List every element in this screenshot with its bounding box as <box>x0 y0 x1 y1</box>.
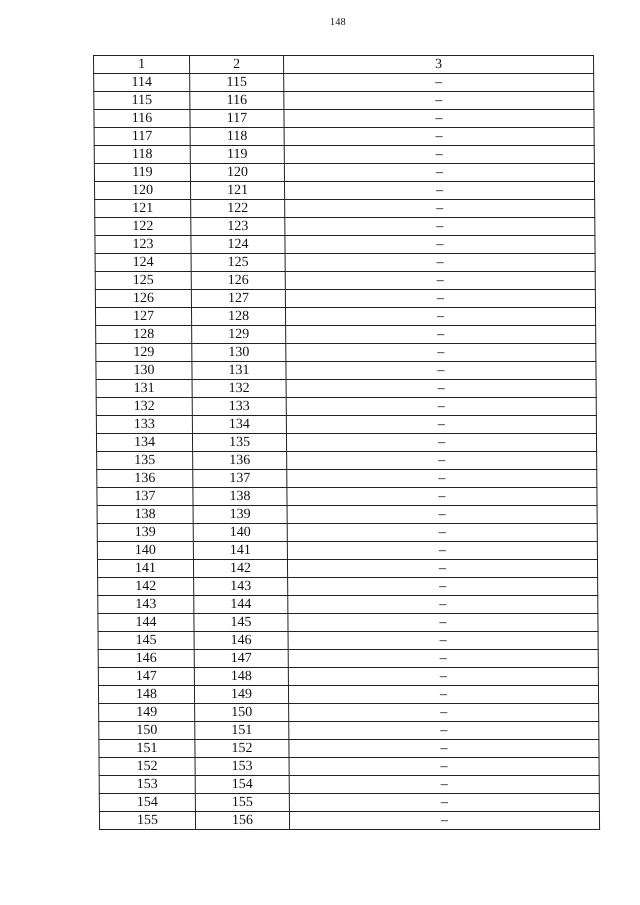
table-cell-col-3: – <box>285 200 595 218</box>
table-cell-col-3: – <box>289 776 599 794</box>
table-cell-col-1: 138 <box>97 506 193 524</box>
table-cell-col-3: – <box>289 704 599 722</box>
table-cell-col-3: – <box>286 362 596 380</box>
table-cell-col-1: 136 <box>97 470 193 488</box>
data-table <box>93 55 600 830</box>
table-cell-col-2: 128 <box>191 308 285 326</box>
table-cell-col-1: 155 <box>99 812 195 830</box>
table-cell-col-1: 131 <box>96 380 192 398</box>
table-row <box>94 92 594 110</box>
table-cell-col-1: 145 <box>98 632 194 650</box>
table-cell-col-2: 122 <box>191 200 285 218</box>
table-cell-col-3: – <box>288 578 598 596</box>
table-row <box>95 254 595 272</box>
table-row <box>99 794 599 812</box>
table-row <box>98 632 598 650</box>
table-cell-col-3: – <box>287 506 597 524</box>
table-cell-col-3: – <box>287 524 597 542</box>
table-row <box>98 650 598 668</box>
table-cell-col-3: – <box>284 164 594 182</box>
table-row <box>95 236 595 254</box>
table-cell-col-1: 130 <box>96 362 192 380</box>
table-cell-col-1: 134 <box>96 434 192 452</box>
table-cell-col-1: 114 <box>94 74 190 92</box>
table-row <box>95 308 595 326</box>
table-cell-col-1: 126 <box>95 290 191 308</box>
table-cell-col-3: – <box>284 182 594 200</box>
table-cell-col-3: – <box>287 470 597 488</box>
table-cell-col-2: 136 <box>193 452 287 470</box>
table-cell-col-1: 133 <box>96 416 192 434</box>
table-cell-col-3: – <box>286 344 596 362</box>
table-cell-col-1: 151 <box>99 740 195 758</box>
table-cell-col-3: – <box>285 290 595 308</box>
table-cell-col-1: 115 <box>94 92 190 110</box>
table-row <box>96 398 596 416</box>
table-cell-col-2: 156 <box>195 812 289 830</box>
table-cell-col-1: 140 <box>97 542 193 560</box>
table-cell-col-1: 150 <box>99 722 195 740</box>
table-row <box>97 560 597 578</box>
table-cell-col-1: 127 <box>95 308 191 326</box>
table-row <box>97 542 597 560</box>
table-row <box>98 614 598 632</box>
table-cell-col-2: 139 <box>193 506 287 524</box>
table-cell-col-2: 147 <box>194 650 288 668</box>
table-cell-col-2: 153 <box>195 758 289 776</box>
table-cell-col-1: 120 <box>94 182 190 200</box>
table-header-row <box>94 56 594 74</box>
table-cell-col-1: 122 <box>95 218 191 236</box>
table-cell-col-3: – <box>284 128 594 146</box>
table-cell-col-2: 152 <box>195 740 289 758</box>
table-cell-col-1: 144 <box>98 614 194 632</box>
table-cell-col-3: – <box>286 380 596 398</box>
table-cell-col-1: 124 <box>95 254 191 272</box>
table-row <box>98 596 598 614</box>
table-row <box>97 506 597 524</box>
table-cell-col-2: 130 <box>192 344 286 362</box>
table-cell-col-1: 148 <box>98 686 194 704</box>
table-cell-col-3: – <box>284 146 594 164</box>
table-cell-col-3: – <box>288 632 598 650</box>
table-cell-col-2: 146 <box>194 632 288 650</box>
column-header-1: 1 <box>94 56 190 74</box>
table-cell-col-2: 148 <box>194 668 288 686</box>
table-body <box>94 74 600 830</box>
table-cell-col-3: – <box>286 416 596 434</box>
table-cell-col-2: 142 <box>193 560 287 578</box>
table-row <box>96 326 596 344</box>
table-cell-col-3: – <box>285 254 595 272</box>
table-cell-col-2: 132 <box>192 380 286 398</box>
table-cell-col-3: – <box>289 812 599 830</box>
table-cell-col-3: – <box>288 650 598 668</box>
table-row <box>96 380 596 398</box>
table-cell-col-3: – <box>285 272 595 290</box>
table-cell-col-1: 121 <box>95 200 191 218</box>
table-cell-col-3: – <box>289 740 599 758</box>
table-row <box>99 758 599 776</box>
table-cell-col-2: 154 <box>195 776 289 794</box>
table-cell-col-2: 135 <box>192 434 286 452</box>
table-cell-col-3: – <box>286 398 596 416</box>
table-row <box>95 290 595 308</box>
table-cell-col-2: 141 <box>193 542 287 560</box>
table-cell-col-1: 125 <box>95 272 191 290</box>
table-row <box>94 146 594 164</box>
table-cell-col-2: 137 <box>193 470 287 488</box>
table-row <box>97 470 597 488</box>
table-row <box>97 452 597 470</box>
table-row <box>95 272 595 290</box>
table-cell-col-1: 116 <box>94 110 190 128</box>
table-cell-col-3: – <box>287 542 597 560</box>
table-row <box>98 668 598 686</box>
table-cell-col-3: – <box>284 110 594 128</box>
table-cell-col-2: 151 <box>195 722 289 740</box>
table-row <box>97 524 597 542</box>
table-row <box>94 74 594 92</box>
table-cell-col-3: – <box>284 74 594 92</box>
table-cell-col-2: 129 <box>192 326 286 344</box>
table-cell-col-3: – <box>286 434 596 452</box>
table-cell-col-2: 155 <box>195 794 289 812</box>
table-cell-col-3: – <box>286 326 596 344</box>
table-cell-col-3: – <box>288 668 598 686</box>
table-cell-col-3: – <box>284 92 594 110</box>
table-cell-col-2: 118 <box>190 128 284 146</box>
table-cell-col-2: 121 <box>190 182 284 200</box>
table-cell-col-3: – <box>289 794 599 812</box>
table-header <box>94 56 594 74</box>
table-cell-col-2: 117 <box>190 110 284 128</box>
table-row <box>94 110 594 128</box>
table-cell-col-1: 152 <box>99 758 195 776</box>
table-cell-col-1: 146 <box>98 650 194 668</box>
table-cell-col-3: – <box>285 308 595 326</box>
table-cell-col-1: 147 <box>98 668 194 686</box>
table-row <box>98 686 598 704</box>
table-cell-col-2: 145 <box>194 614 288 632</box>
table-row <box>96 344 596 362</box>
page-number: 148 <box>330 17 346 28</box>
table-cell-col-3: – <box>288 614 598 632</box>
table-row <box>99 740 599 758</box>
table-cell-col-2: 140 <box>193 524 287 542</box>
table-cell-col-2: 126 <box>191 272 285 290</box>
table-cell-col-3: – <box>289 722 599 740</box>
table-cell-col-3: – <box>288 686 598 704</box>
table-row <box>96 434 596 452</box>
table-cell-col-2: 143 <box>194 578 288 596</box>
table-cell-col-2: 150 <box>195 704 289 722</box>
table-cell-col-2: 144 <box>194 596 288 614</box>
table-row <box>97 488 597 506</box>
table-cell-col-1: 141 <box>97 560 193 578</box>
table-cell-col-3: – <box>285 236 595 254</box>
table-row <box>95 200 595 218</box>
table-cell-col-1: 117 <box>94 128 190 146</box>
table-cell-col-1: 154 <box>99 794 195 812</box>
table-row <box>98 578 598 596</box>
table-cell-col-3: – <box>287 452 597 470</box>
table-cell-col-2: 138 <box>193 488 287 506</box>
table-row <box>94 164 594 182</box>
table-cell-col-2: 115 <box>190 74 284 92</box>
table-cell-col-2: 134 <box>192 416 286 434</box>
table-cell-col-1: 129 <box>96 344 192 362</box>
table-cell-col-3: – <box>287 488 597 506</box>
table-cell-col-2: 125 <box>191 254 285 272</box>
table-cell-col-2: 120 <box>190 164 284 182</box>
table-row <box>96 362 596 380</box>
column-header-2: 2 <box>190 56 284 74</box>
table-cell-col-1: 135 <box>97 452 193 470</box>
table-row <box>99 722 599 740</box>
table-cell-col-1: 132 <box>96 398 192 416</box>
table-cell-col-1: 119 <box>94 164 190 182</box>
table-row <box>99 704 599 722</box>
table-cell-col-2: 124 <box>191 236 285 254</box>
table-cell-col-1: 128 <box>96 326 192 344</box>
table-cell-col-3: – <box>287 560 597 578</box>
table-row <box>94 128 594 146</box>
table-cell-col-1: 142 <box>98 578 194 596</box>
column-header-3: 3 <box>284 56 594 74</box>
table-cell-col-2: 119 <box>190 146 284 164</box>
table-cell-col-2: 127 <box>191 290 285 308</box>
table-cell-col-1: 137 <box>97 488 193 506</box>
table-cell-col-3: – <box>289 758 599 776</box>
table-cell-col-1: 139 <box>97 524 193 542</box>
table-cell-col-1: 118 <box>94 146 190 164</box>
table-cell-col-1: 153 <box>99 776 195 794</box>
table-cell-col-2: 131 <box>192 362 286 380</box>
table-row <box>99 776 599 794</box>
table-cell-col-3: – <box>288 596 598 614</box>
table-row <box>99 812 599 830</box>
table-cell-col-3: – <box>285 218 595 236</box>
table-row <box>95 218 595 236</box>
table-cell-col-2: 149 <box>194 686 288 704</box>
table-cell-col-1: 123 <box>95 236 191 254</box>
table-cell-col-2: 133 <box>192 398 286 416</box>
table-cell-col-2: 123 <box>191 218 285 236</box>
table-cell-col-1: 149 <box>99 704 195 722</box>
table-cell-col-1: 143 <box>98 596 194 614</box>
table-row <box>96 416 596 434</box>
table-row <box>94 182 594 200</box>
table-cell-col-2: 116 <box>190 92 284 110</box>
